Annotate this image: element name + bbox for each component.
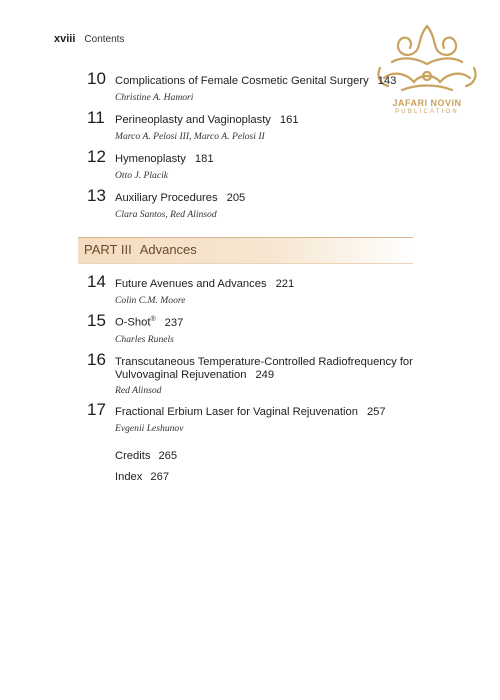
chapter-author: Charles Runels xyxy=(115,334,174,345)
page-number: xviii xyxy=(54,33,76,45)
chapter-title[interactable]: Perineoplasty and Vaginoplasty xyxy=(115,114,271,126)
chapter-author: Otto J. Placik xyxy=(115,170,169,181)
back-matter-page: 265 xyxy=(158,450,178,462)
chapter-title[interactable]: Auxiliary Procedures xyxy=(115,192,218,204)
chapter-title[interactable]: Future Avenues and Advances xyxy=(115,278,267,290)
chapter-author: Marco A. Pelosi III, Marco A. Pelosi II xyxy=(115,131,265,142)
chapter-author: Red Alinsod xyxy=(115,385,162,396)
toc-entry[interactable] xyxy=(87,69,396,103)
chapter-title[interactable]: O-Shot® xyxy=(115,316,156,329)
chapter-page: 221 xyxy=(275,278,295,290)
chapter-number: 11 xyxy=(87,108,105,127)
chapter-page: 205 xyxy=(226,192,246,204)
chapter-number: 14 xyxy=(87,272,106,291)
chapter-number: 13 xyxy=(87,186,106,205)
part-label: PART III xyxy=(84,242,132,257)
back-matter-credits[interactable] xyxy=(115,450,177,462)
toc-entry[interactable] xyxy=(87,108,299,142)
chapter-page: 249 xyxy=(255,369,275,381)
running-title: Contents xyxy=(84,34,125,45)
chapter-page: 161 xyxy=(279,114,299,126)
toc-entry[interactable] xyxy=(87,147,214,181)
toc-entry[interactable] xyxy=(87,311,183,345)
back-matter-page: 267 xyxy=(150,471,170,483)
chapter-page: 257 xyxy=(366,406,386,418)
running-head xyxy=(54,33,124,45)
chapter-title[interactable]: Transcutaneous Temperature-Controlled Radiofrequency for Vulvovaginal Rejuvenation 249 xyxy=(115,356,413,381)
publisher-logo xyxy=(372,18,482,118)
chapter-number: 10 xyxy=(87,69,106,88)
chapter-number: 17 xyxy=(87,400,106,419)
chapter-title[interactable]: Hymenoplasty xyxy=(115,153,186,165)
chapter-title[interactable]: Fractional Erbium Laser for Vaginal Rejuvenation xyxy=(115,406,358,418)
chapter-number: 16 xyxy=(87,350,106,369)
chapter-page: 143 xyxy=(377,75,397,87)
toc-entry[interactable] xyxy=(87,350,415,396)
chapter-page: 237 xyxy=(164,317,184,329)
chapter-author: Evgenii Leshunov xyxy=(115,423,184,434)
part-title: Advances xyxy=(139,242,197,257)
back-matter-title: Credits xyxy=(115,450,151,462)
chapter-title[interactable]: Complications of Female Cosmetic Genital Surgery xyxy=(115,75,369,87)
publisher-subtitle: PUBLICATION xyxy=(395,109,459,115)
chapter-number: 15 xyxy=(87,311,106,330)
toc-entry[interactable] xyxy=(87,272,294,306)
toc-entry[interactable] xyxy=(87,400,386,434)
registered-mark: ® xyxy=(150,316,156,324)
chapter-author: Colin C.M. Moore xyxy=(115,295,186,306)
back-matter-index[interactable] xyxy=(115,471,169,483)
chapter-author: Clara Santos, Red Alinsod xyxy=(115,209,217,220)
chapter-author: Christine A. Hamori xyxy=(115,92,194,103)
chapter-page: 181 xyxy=(194,153,214,165)
back-matter-title: Index xyxy=(115,471,143,483)
publisher-name: JAFARI NOVIN xyxy=(392,98,462,108)
chapter-number: 12 xyxy=(87,147,106,166)
part-heading xyxy=(78,237,413,264)
toc-entry[interactable] xyxy=(87,186,245,220)
